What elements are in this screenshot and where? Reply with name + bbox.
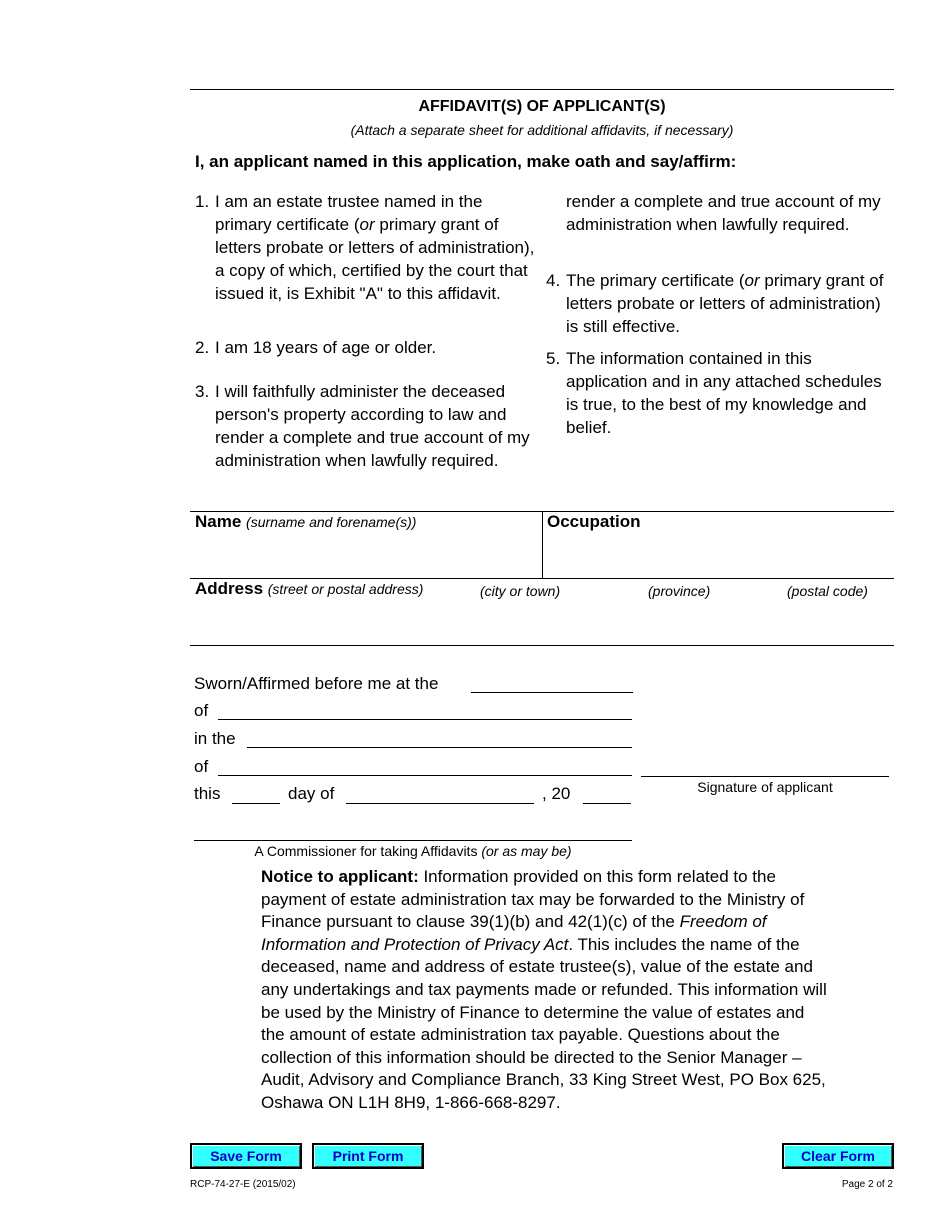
field-rule (190, 645, 894, 646)
statement-number: 1. (195, 192, 210, 211)
statement-3-continued (546, 190, 891, 236)
oath-statement: I, an applicant named in this application, make oath and say/affirm: (195, 152, 737, 171)
notice-label: Notice to applicant: (261, 867, 419, 886)
field-divider (542, 511, 543, 578)
in-the-input[interactable] (247, 747, 632, 748)
statement-text: primary grant of letters probate or letters of administration), a copy of which, certified by the court that issued it, is Exhibit "A" to this affidavit. (215, 215, 535, 303)
save-form-button[interactable]: Save Form (190, 1143, 302, 1169)
page-number: Page 2 of 2 (841, 1179, 893, 1190)
month-input[interactable] (346, 803, 534, 804)
statement-text: I am 18 years of age or older. (215, 338, 437, 357)
postal-code-hint: (postal code) (787, 583, 868, 599)
signature-label: Signature of applicant (697, 779, 833, 795)
name-field[interactable] (195, 512, 535, 576)
statement-3 (195, 380, 540, 472)
commissioner-text: A Commissioner for taking Affidavits (254, 843, 478, 859)
of-input-2[interactable] (218, 775, 632, 776)
name-hint: (surname and forename(s)) (246, 514, 417, 530)
year-input[interactable] (583, 803, 631, 804)
top-rule (190, 89, 894, 90)
notice-text: . This includes the name of the deceased, name and address of estate trustee(s), value of the estate and any undertakings and tax payments made or refunded. This information will be used by the Ministry of Finance to determine the value of estates and the amount of estate administration tax payable. Questions about the collection of this information should be directed to the Senior Manager – Audit, Advisory and Compliance Branch, 33 King Street West, PO Box 625, Oshawa ON L1H 8H9, 1-866-668-8297. (261, 934, 827, 1112)
statement-text: I am an estate trustee named in the primary certificate ( (215, 192, 483, 234)
statement-number: 2. (195, 338, 210, 357)
address-label: Address (195, 579, 264, 598)
page-title: AFFIDAVIT(S) OF APPLICANT(S) (418, 98, 666, 115)
statement-text: I will faithfully administer the deceased person's property according to law and render a complete and true account of my administration when lawfully required. (215, 382, 530, 470)
clear-form-button[interactable]: Clear Form (782, 1143, 894, 1169)
statement-number: 4. (546, 271, 561, 290)
address-hint: (street or postal address) (267, 581, 424, 597)
statement-emphasis: or (359, 215, 375, 234)
form-code: RCP-74-27-E (2015/02) (190, 1179, 296, 1190)
statement-number: 5. (546, 349, 561, 368)
day-input[interactable] (232, 803, 280, 804)
statement-text: render a complete and true account of my administration when lawfully required. (566, 192, 881, 234)
day-of-label: day of (288, 784, 335, 803)
page-subtitle: (Attach a separate sheet for additional affidavits, if necessary) (350, 122, 734, 138)
statement-text: The primary certificate ( (566, 271, 745, 290)
of-label: of (194, 701, 209, 720)
statement-emphasis: or (744, 271, 760, 290)
year-prefix: , 20 (542, 784, 571, 803)
statement-1 (195, 190, 540, 305)
notice-to-applicant (261, 866, 831, 1115)
statement-text: primary grant of letters probate or letters of administration) is still effective. (566, 271, 884, 336)
occupation-field[interactable] (547, 512, 892, 576)
statement-5 (546, 347, 891, 439)
of-input[interactable] (218, 719, 632, 720)
notice-text: Information provided on this form related to the payment of estate administration tax may be forwarded to the Ministry of Finance pursuant to clause 39(1)(b) and 42(1)(c) of the (261, 867, 805, 932)
statement-text: The information contained in this application and in any attached schedules is true, to the best of my knowledge and belief. (566, 349, 882, 437)
province-hint: (province) (648, 583, 711, 599)
city-hint: (city or town) (480, 583, 561, 599)
commissioner-label (194, 843, 632, 859)
statement-4 (546, 269, 891, 338)
print-form-button[interactable]: Print Form (312, 1143, 424, 1169)
occupation-label: Occupation (547, 512, 641, 531)
commissioner-hint: (or as may be) (481, 843, 572, 859)
statement-2 (195, 336, 540, 359)
signature-line[interactable] (641, 776, 889, 777)
statement-number: 3. (195, 382, 210, 401)
of-label: of (194, 757, 209, 776)
this-label: this (194, 784, 221, 803)
in-the-label: in the (194, 729, 236, 748)
sworn-label: Sworn/Affirmed before me at the (194, 674, 439, 693)
sworn-at-input[interactable] (471, 692, 633, 693)
notice-act-name: Freedom of Information and Protection of Privacy Act (261, 912, 767, 954)
name-label: Name (195, 512, 242, 531)
commissioner-line[interactable] (194, 840, 632, 841)
